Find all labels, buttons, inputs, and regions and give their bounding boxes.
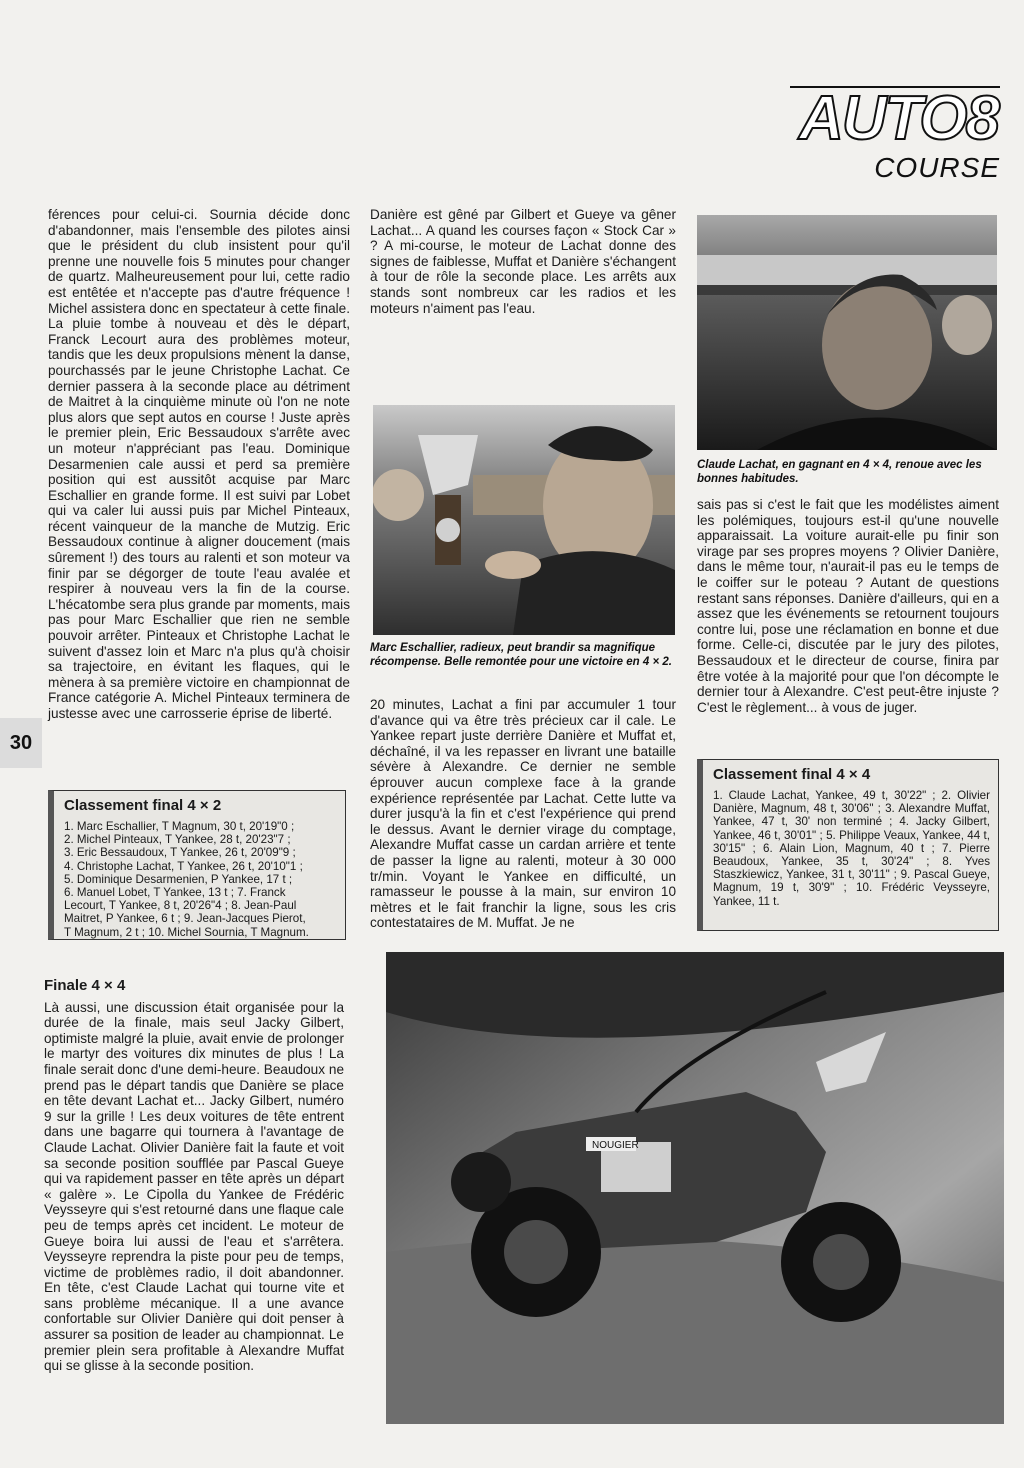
- results-line: 5. Dominique Desarmenien, P Yankee, 17 t ;: [64, 872, 293, 886]
- rc-car-photo: [386, 952, 1004, 1424]
- article-column-3: [697, 497, 999, 715]
- article-text: férences pour celui-ci. Sournia décide donc d'abandonner, mais l'ensemble des pilotes ainsi que le président du club insistent pour qu'il prenne une nouvelle fois 5 minutes pour changer de quartz. Malheureusement pour lui, cette radio est entêtée et n'accepte pas d'autre fréquence ! Michel assistera donc en spectateur à cette finale. La pluie tombe à nouveau et dès le départ, Franck Lecourt aura des problèmes moteur, tandis que les deux propulsions mènent la danse, pourchassés par le jeune Christophe Lachat. Ce dernier passera à la seconde place au détriment de Maitret à la cinquième minute où l'on ne note plus alors que sept autos en course ! Juste après le premier plein, Eric Bessaudoux s'arrête avec un moteur n'appréciant pas l'eau. Dominique Desarmenien cale aussi et perd sa première position qui est aussitôt acquise par Marc Eschallier en grande forme. Il est suivi par Lobet qui va caler lui aussi puis par Michel Pinteaux, récent vainqueur de la manche de Mutzig. Eric Bessaudoux continue à aligner doucement (mais sûrement !) des tours au ralenti et son moteur va finir par se dégorger de toute l'eau avalée et respirer à nouveau vers la fin de la course. L'hécatombe sera plus grande par moments, mais pas pour Marc Eschallier que rien ne semble pouvoir arrêter. Pinteaux et Christophe Lachat le suivent d'assez loin et Marc n'a plus qu'à choisir sa trajectoire, en évitant les flaques, qui le mènera à sa première victoire en championnat de France catégorie A. Michel Pinteaux terminera de justesse avec une carrosserie éprise de liberté.: [48, 207, 350, 721]
- results-box-4x4: [697, 759, 999, 931]
- lachat-photo: [697, 215, 997, 450]
- results-line: 1. Marc Eschallier, T Magnum, 30 t, 20'19"0 ;: [64, 820, 295, 833]
- results-title: Classement final 4 × 2: [64, 797, 222, 814]
- magazine-logo: AUTO8: [798, 84, 998, 153]
- results-list: 1. Claude Lachat, Yankee, 49 t, 30'22" ; 2. Olivier Danière, Magnum, 48 t, 30'06" ; 3. Alexandre Muffat, Yankee, 47 t, 30' non terminé ; 4. Jacky Gilbert, Yankee, 46 t, 30'01" ; 5. Philippe Veaux, Yankee, 44 t, 30'15" ; 6. Alain Lion, Magnum, 40 t ; 7. Pierre Beaudoux, Yankee, 35 t, 30'24" ; 8. Yves Staszkiewicz, Yankee, 31 t, 30'11" ; 9. Pascal Gueye, Magnum, 19 t, 30'9" ; 10. Frédéric Veysseyre, Yankee, 11 t.: [713, 789, 990, 908]
- article-text: Danière est gêné par Gilbert et Gueye va gêner Lachat... A quand les courses façon « Stock Car » ? A mi-course, le moteur de Lachat donne des signes de faiblesse, Muffat et Danière s'échangent à tour de rôle la seconde place. Les arrêts aux stands sont nombreux car les radios et les moteurs n'aiment pas l'eau.: [370, 207, 676, 316]
- results-line: 3. Eric Bessaudoux, T Yankee, 26 t, 20'09"9 ;: [64, 846, 296, 860]
- results-box-4x2: [48, 790, 346, 940]
- lachat-photo-illustration: [697, 215, 997, 450]
- finale-section: [44, 978, 344, 1374]
- car-decal: NOUGIER: [592, 1140, 639, 1151]
- article-column-1: [48, 207, 350, 722]
- results-line: Lecourt, T Yankee, 8 t, 20'26"4 ; 8. Jean-Paul: [64, 899, 297, 913]
- rc-car-photo-illustration: [386, 952, 1004, 1424]
- article-text: sais pas si c'est le fait que les modélistes aiment les polémiques, toujours est-il qu'une nouvelle apparaissait. La voiture aurait-elle pu finir son virage par ses propres moyens ? Olivier Danière, dans le même tour, n'aurait-il pas eu le temps de le coiffer sur le poteau ? Autant de questions restant sans réponses. Danière d'ailleurs, qui en a assez que les événements se retournent toujours contre lui, pose une réclamation en bonne et due forme. Celle-ci, discutée par le jury des pilotes, Bessaudoux et le directeur de course, finira par être votée à la majorité pour que l'on décompte le dernier tour à Alexandre. C'est peut-être injuste ? C'est le règlement... à vous de juger.: [697, 497, 999, 715]
- article-text: 20 minutes, Lachat a fini par accumuler 1 tour d'avance qui va être très précieux car il cale. Le Yankee repart juste derrière Danière et Muffat et, déchaîné, il va les repasser en livrant une bataille sévère à Alexandre. Ce dernier ne semble éprouver aucun complexe face à la grande expérience représentée par Lachat. Cette lutte va durer jusqu'à la fin et c'est l'expérience qui prend le dessus. Avant le dernier virage du comptage, Alexandre Muffat casse un cardan arrière et tente de passer la ligne au ralenti, moteur à 30 000 tr/min. Voyant le Yankee en difficulté, un ramasseur le pousse à la main, sur environ 10 mètres et le fait franchir la ligne, sous les cris contestataires de M. Muffat. Je ne: [370, 697, 676, 931]
- article-column-2-top: [370, 207, 676, 316]
- trophy-photo-illustration: [373, 405, 675, 635]
- results-line: T Magnum, 2 t ; 10. Michel Sournia, T Magnum.: [64, 925, 309, 939]
- results-line: 4. Christophe Lachat, T Yankee, 26 t, 20'10"1 ;: [64, 859, 303, 873]
- results-line: 6. Manuel Lobet, T Yankee, 13 t ; 7. Franck: [64, 886, 286, 900]
- trophy-photo: [373, 405, 675, 635]
- article-column-2-bottom: [370, 697, 676, 931]
- results-list: [64, 820, 337, 939]
- finale-heading: Finale 4 × 4: [44, 977, 126, 994]
- results-title: Classement final 4 × 4: [713, 766, 871, 783]
- photo-caption-trophy: Marc Eschallier, radieux, peut brandir sa magnifique récompense. Belle remontée pour une victoire en 4 × 2.: [370, 642, 672, 668]
- page-number: 30: [0, 718, 42, 768]
- section-title: COURSE: [874, 152, 1000, 183]
- photo-caption-lachat: Claude Lachat, en gagnant en 4 × 4, renoue avec les bonnes habitudes.: [697, 459, 982, 485]
- results-line: 2. Michel Pinteaux, T Yankee, 28 t, 20'23"7 ;: [64, 833, 291, 847]
- article-text: Là aussi, une discussion était organisée pour la durée de la finale, mais seul Jacky Gilbert, optimiste malgré la pluie, avait envie de prolonger le martyr des voitures dix minutes de plus ! La finale serait donc d'une demi-heure. Beaudoux ne prend pas le départ tandis que Danière se place en tête devant Lachat et... Jacky Gilbert, numéro 9 sur la grille ! Les deux voitures de tête entrent dans une bagarre qui tournera à l'avantage de Claude Lachat. Olivier Danière fait la faute et voit sa seconde position soufflée par Pascal Gueye qui va rapidement passer en tête après un départ « galère ». Le Cipolla du Yankee de Frédéric Veysseyre qui s'est retourné dans une flaque cale peu de temps après cet incident. Le moteur de Gueye boira lui aussi de l'eau et s'arrêtera. Veysseyre reprendra la piste pour peu de temps, victime de problèmes radio, il doit abandonner. En tête, c'est Claude Lachat qui tourne vite et sans problème mécanique. Il a une avance confortable sur Olivier Danière qui doit penser à assurer sa position de leader au championnat. Le premier plein sera profitable à Alexandre Muffat qui se glisse à la seconde position.: [44, 999, 344, 1374]
- results-line: Maitret, P Yankee, 6 t ; 9. Jean-Jacques Pierot,: [64, 912, 306, 926]
